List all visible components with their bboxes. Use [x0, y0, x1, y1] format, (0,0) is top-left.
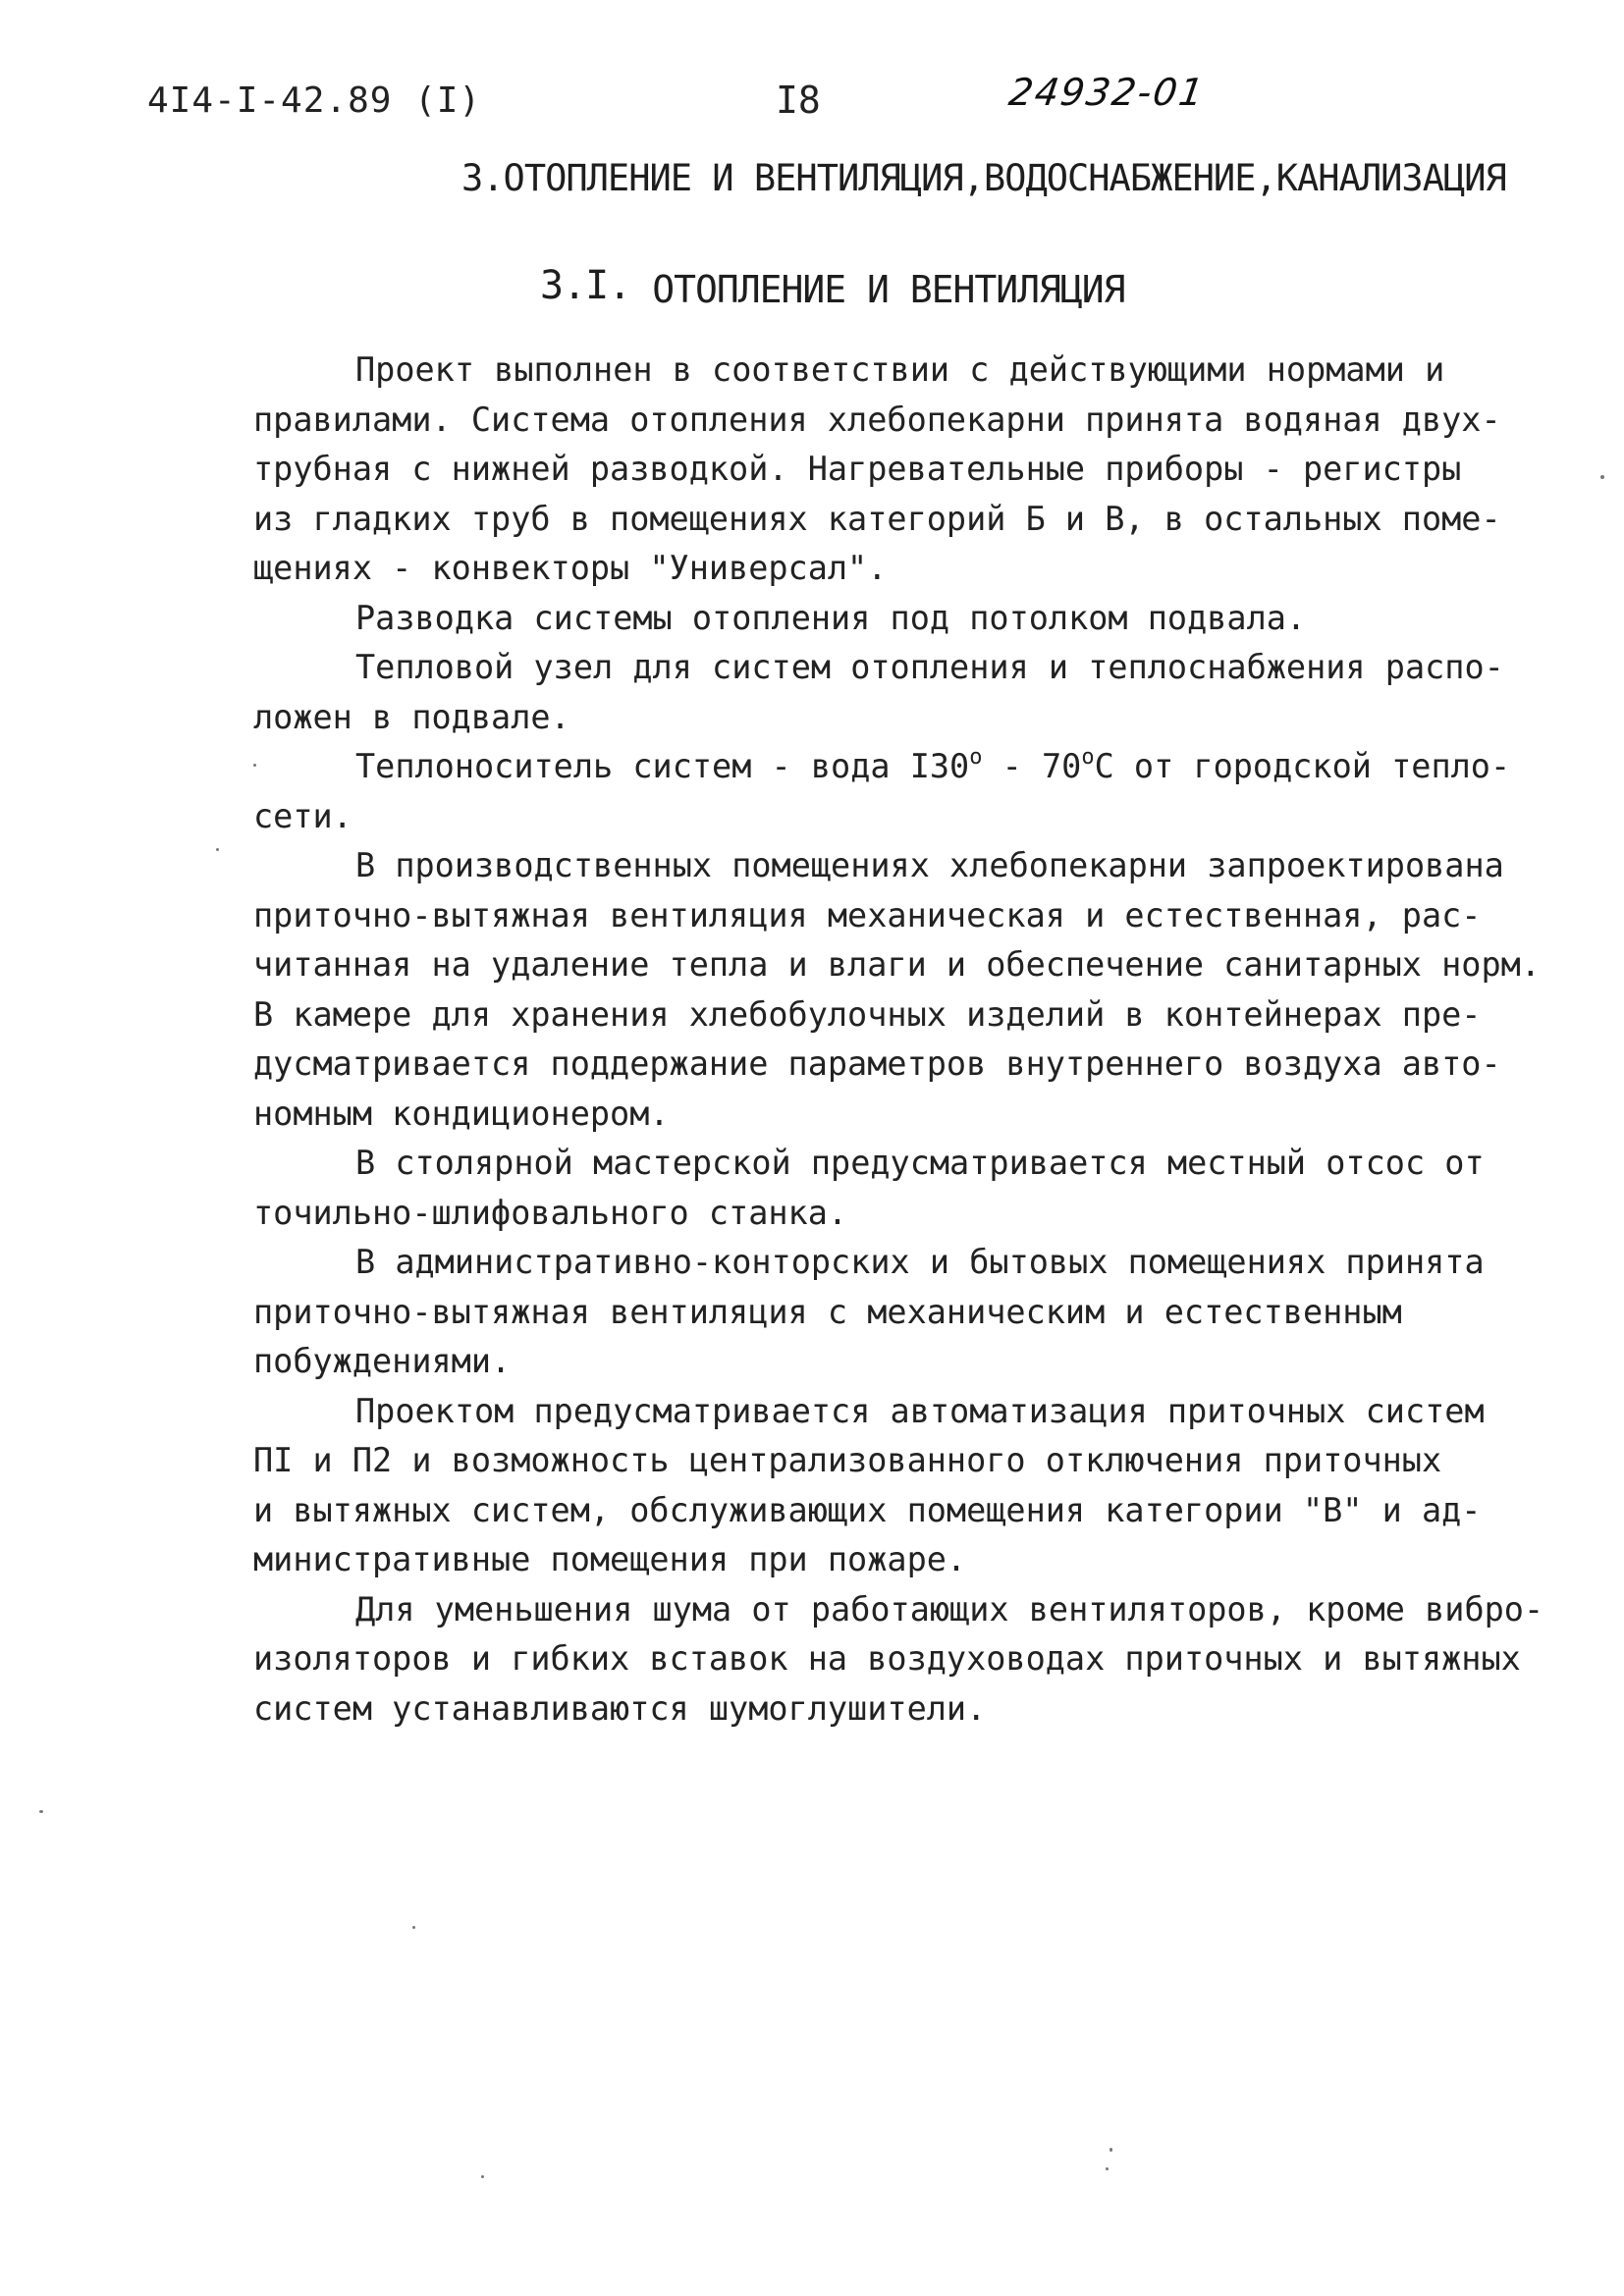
scan-speck — [39, 1810, 43, 1813]
text-line: Разводка системы отопления под потолком подвала. — [355, 598, 1307, 637]
text-line: В столярной мастерской предусматривается местный отсос от — [355, 1144, 1485, 1182]
section-title: 3.ОТОПЛЕНИЕ И ВЕНТИЛЯЦИЯ,ВОДОСНАБЖЕНИЕ,КАНАЛИЗАЦИЯ — [461, 157, 1506, 199]
document-code: 4I4-I-42.89 (I) — [147, 80, 482, 121]
text-line: Проектом предусматривается автоматизация приточных систем — [355, 1391, 1485, 1430]
degree-mark: o — [1081, 745, 1095, 770]
page-number: I8 — [776, 79, 821, 122]
text-line: Для уменьшения шума от работающих вентиляторов, кроме вибро- — [355, 1589, 1544, 1629]
body-text — [253, 346, 1589, 1734]
text-line: ПI и П2 и возможность централизованного отключения приточных — [253, 1441, 1442, 1479]
scan-speck — [412, 1926, 415, 1929]
text-line: В производственных помещениях хлебопекарни запроектирована — [355, 846, 1504, 884]
scan-speck — [253, 764, 256, 767]
text-line: приточно-вытяжная вентиляция с механическим и естественным — [253, 1292, 1402, 1331]
text-line: побуждениями. — [253, 1342, 512, 1380]
text-line: В административно-конторских и бытовых помещениях принята — [355, 1243, 1485, 1281]
scan-speck — [1106, 2167, 1109, 2170]
subsection-title — [540, 263, 1125, 311]
text-line: правилами. Система отопления хлебопекарни принята водяная двух- — [253, 400, 1501, 439]
subsection-title-text: ОТОПЛЕНИЕ И ВЕНТИЛЯЦИЯ — [652, 268, 1125, 311]
handwritten-inventory-number: 24932-01 — [1005, 71, 1209, 114]
text-line: дусматривается поддержание параметров внутреннего воздуха авто- — [253, 1044, 1501, 1083]
text-line: номным кондиционером. — [253, 1094, 670, 1133]
text-line: изоляторов и гибких вставок на воздуховодах приточных и вытяжных — [253, 1639, 1521, 1678]
text-segment: C от городской тепло- — [1094, 747, 1511, 785]
text-line: В камере для хранения хлебобулочных изделий в контейнерах пре- — [253, 994, 1482, 1034]
text-line: Тепловой узел для систем отопления и теплоснабжения распо- — [355, 648, 1504, 686]
scan-speck — [1600, 475, 1604, 479]
scan-speck — [1110, 2148, 1112, 2152]
text-line: и вытяжных систем, обслуживающих помещения категории "В" и ад- — [253, 1490, 1482, 1529]
text-segment: - 70 — [982, 747, 1082, 785]
text-line: систем устанавливаются шумоглушители. — [253, 1688, 987, 1728]
scan-speck — [216, 848, 219, 851]
text-line: из гладких труб в помещениях категорий Б и В, в остальных поме- — [253, 499, 1501, 538]
text-line: трубная с нижней разводкой. Нагревательные приборы - регистры — [253, 450, 1462, 488]
text-line: приточно-вытяжная вентиляция механическая и естественная, рас- — [253, 895, 1482, 934]
degree-mark: o — [969, 745, 983, 770]
scan-speck — [481, 2175, 484, 2178]
text-line: точильно-шлифовального станка. — [253, 1193, 848, 1232]
text-line — [253, 742, 1589, 792]
text-line: Проект выполнен в соответствии с действующими нормами и — [355, 350, 1445, 389]
text-segment: Теплоноситель систем - вода I30 — [355, 747, 970, 785]
subsection-number: 3.I. — [540, 263, 631, 308]
text-line: ложен в подвале. — [253, 697, 570, 736]
text-line: сети. — [253, 796, 352, 835]
text-line: читанная на удаление тепла и влаги и обеспечение санитарных норм. — [253, 945, 1541, 984]
text-line: министративные помещения при пожаре. — [253, 1540, 967, 1578]
text-line: щениях - конвекторы "Универсал". — [253, 549, 888, 587]
